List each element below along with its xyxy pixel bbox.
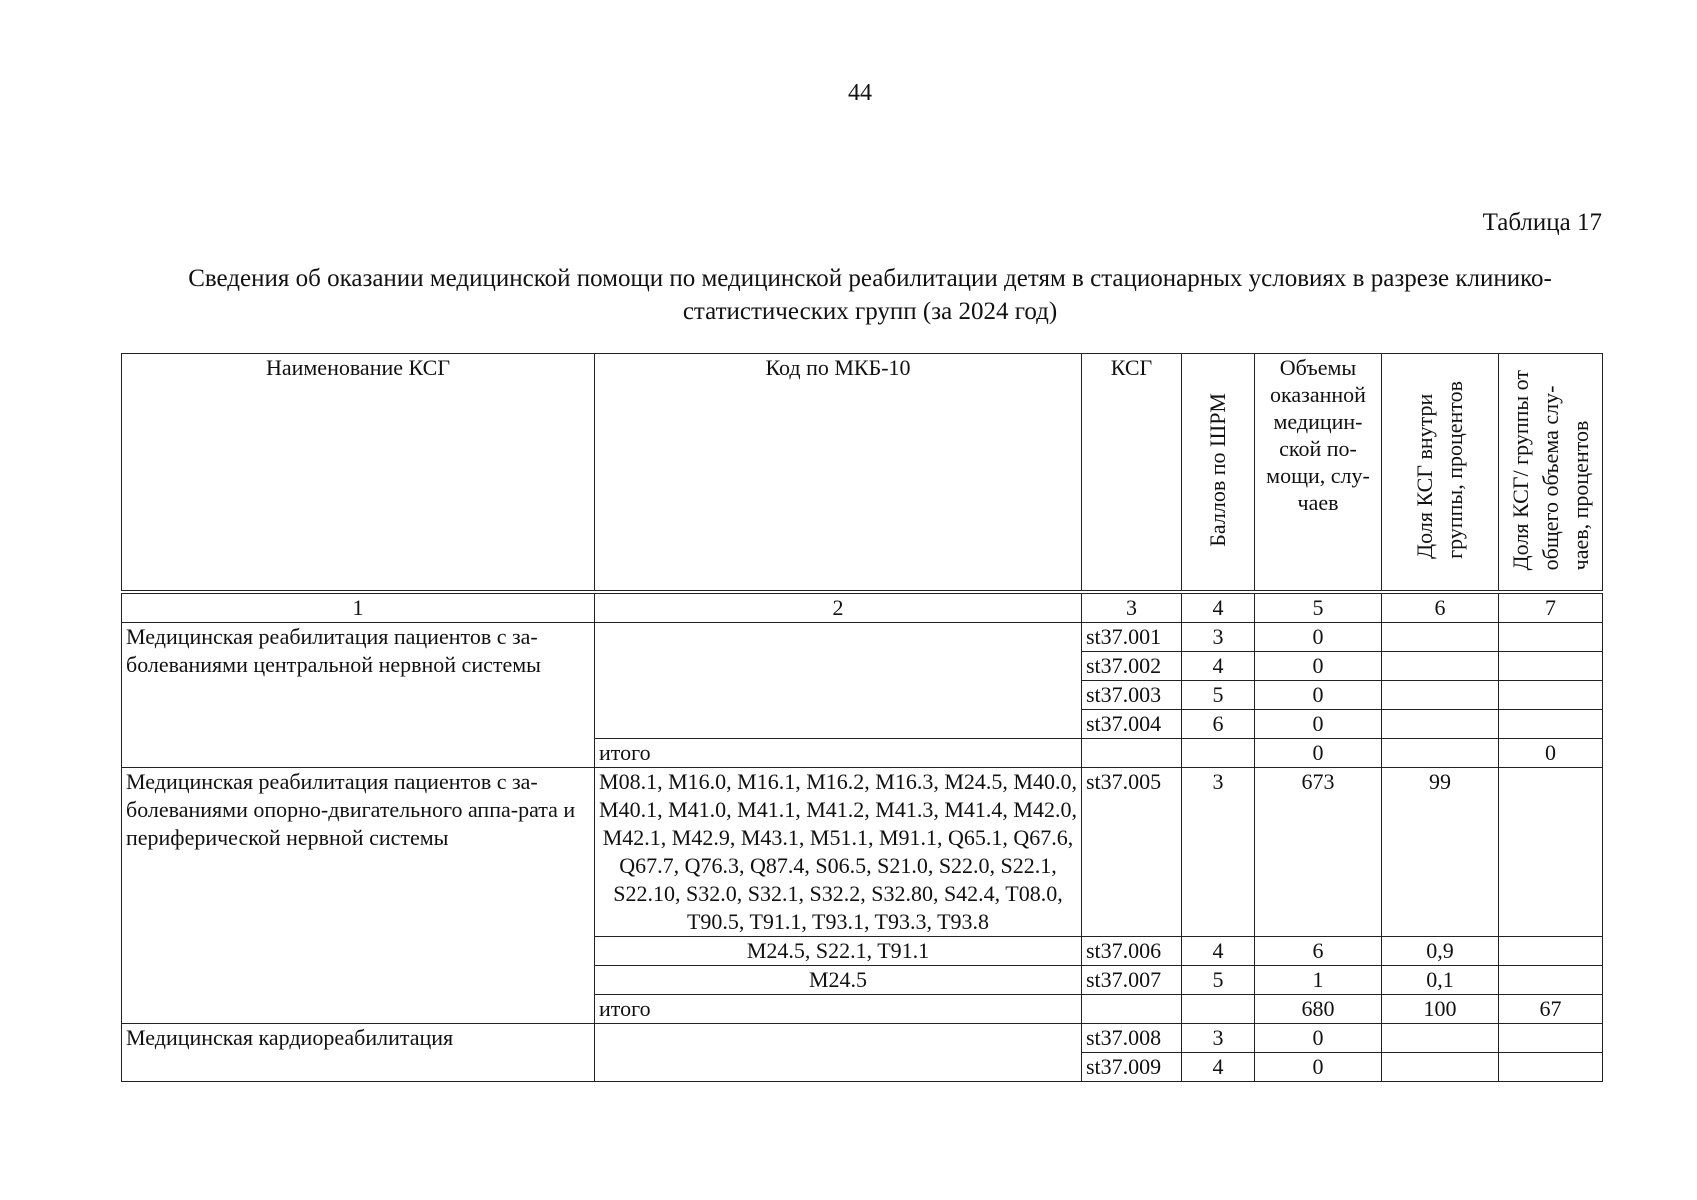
column-number: 5 xyxy=(1255,592,1382,623)
header-share-of-total-line2: общего объема слу- xyxy=(1537,385,1563,571)
icd-codes-cell xyxy=(595,623,1082,739)
column-number: 2 xyxy=(595,592,1082,623)
ksg-code: st37.004 xyxy=(1082,710,1182,739)
shrm-score: 5 xyxy=(1182,681,1255,710)
shrm-score: 4 xyxy=(1182,652,1255,681)
column-number: 7 xyxy=(1499,592,1603,623)
icd-codes-cell xyxy=(595,1024,1082,1082)
table-row xyxy=(122,768,1603,937)
table-row xyxy=(122,623,1603,652)
total-label: итого xyxy=(595,995,1082,1024)
ksg-code xyxy=(1082,739,1182,768)
group-name: Медицинская реабилитация пациентов с за-болеваниями опорно-двигательного аппа-рата и периферической нервной системы xyxy=(122,768,595,1024)
header-share-in-group xyxy=(1382,354,1499,593)
header-ksg: КСГ xyxy=(1082,354,1182,593)
shrm-score xyxy=(1182,995,1255,1024)
column-number: 4 xyxy=(1182,592,1255,623)
total-volume: 680 xyxy=(1255,995,1382,1024)
header-volume: Объемы оказанной медицин-ской по-мощи, слу-чаев xyxy=(1255,354,1382,593)
share-in-group xyxy=(1382,710,1499,739)
ksg-code: st37.001 xyxy=(1082,623,1182,652)
group-name: Медицинская кардиореабилитация xyxy=(122,1024,595,1082)
ksg-code: st37.009 xyxy=(1082,1053,1182,1082)
share-in-group: 0,9 xyxy=(1382,937,1499,966)
document-title: Сведения об оказании медицинской помощи по медицинской реабилитации детям в стационарных условиях в разрезе клинико-статистических групп (за 2024 год) xyxy=(188,265,1552,325)
share-of-total xyxy=(1499,681,1603,710)
total-share-of-total: 0 xyxy=(1499,739,1603,768)
header-share-of-total-line1: Доля КСГ/ группы от xyxy=(1507,369,1533,571)
share-of-total xyxy=(1499,1053,1603,1082)
group-name: Медицинская реабилитация пациентов с за-болеваниями центральной нервной системы xyxy=(122,623,595,768)
shrm-score xyxy=(1182,739,1255,768)
header-ksg-name: Наименование КСГ xyxy=(122,354,595,593)
share-in-group xyxy=(1382,652,1499,681)
volume-value: 0 xyxy=(1255,1053,1382,1082)
shrm-score: 4 xyxy=(1182,937,1255,966)
ksg-code: st37.007 xyxy=(1082,966,1182,995)
volume-value: 673 xyxy=(1255,768,1382,937)
icd-codes-cell: M24.5 xyxy=(595,966,1082,995)
shrm-score: 5 xyxy=(1182,966,1255,995)
column-number: 6 xyxy=(1382,592,1499,623)
volume-value: 0 xyxy=(1255,652,1382,681)
column-number: 1 xyxy=(122,592,595,623)
volume-value: 0 xyxy=(1255,710,1382,739)
total-label: итого xyxy=(595,739,1082,768)
table-label: Таблица 17 xyxy=(1482,209,1602,236)
ksg-code: st37.005 xyxy=(1082,768,1182,937)
shrm-score: 4 xyxy=(1182,1053,1255,1082)
header-icd-code: Код по МКБ-10 xyxy=(595,354,1082,593)
page-number: 44 xyxy=(848,80,872,106)
shrm-score: 3 xyxy=(1182,768,1255,937)
header-share-of-total-line3: чаев, процентов xyxy=(1567,420,1593,571)
ksg-code: st37.002 xyxy=(1082,652,1182,681)
shrm-score: 3 xyxy=(1182,1024,1255,1053)
share-in-group xyxy=(1382,681,1499,710)
share-of-total xyxy=(1499,937,1603,966)
volume-value: 1 xyxy=(1255,966,1382,995)
share-in-group xyxy=(1382,623,1499,652)
shrm-score: 6 xyxy=(1182,710,1255,739)
ksg-code: st37.006 xyxy=(1082,937,1182,966)
share-of-total xyxy=(1499,1024,1603,1053)
column-number: 3 xyxy=(1082,592,1182,623)
icd-codes-cell: M24.5, S22.1, T91.1 xyxy=(595,937,1082,966)
header-share-in-group-line1: Доля КСГ внутри xyxy=(1412,393,1437,559)
header-row xyxy=(122,354,1603,593)
share-of-total xyxy=(1499,710,1603,739)
total-share-in-group: 100 xyxy=(1382,995,1499,1024)
share-of-total xyxy=(1499,623,1603,652)
volume-value: 6 xyxy=(1255,937,1382,966)
total-share-in-group xyxy=(1382,739,1499,768)
share-of-total xyxy=(1499,966,1603,995)
share-in-group xyxy=(1382,1024,1499,1053)
ksg-code: st37.008 xyxy=(1082,1024,1182,1053)
shrm-score: 3 xyxy=(1182,623,1255,652)
icd-codes-cell: M08.1, M16.0, M16.1, M16.2, M16.3, M24.5, M40.0, M40.1, M41.0, M41.1, M41.2, M41.3, M41.4, M42.0, M42.1, M42.9, M43.1, M51.1, M91.1, Q65.1, Q67.6, Q67.7, Q76.3, Q87.4, S06.5, S21.0, S22.0, S22.1, S22.10, S32.0, S32.1, S32.2, S32.80, S42.4, T08.0, T90.5, T91.1, T93.1, T93.3, T93.8 xyxy=(595,768,1082,937)
share-of-total xyxy=(1499,652,1603,681)
header-share-of-total xyxy=(1499,354,1603,593)
total-share-of-total: 67 xyxy=(1499,995,1603,1024)
share-of-total xyxy=(1499,768,1603,937)
ksg-table xyxy=(121,353,1603,1082)
volume-value: 0 xyxy=(1255,1024,1382,1053)
share-in-group: 0,1 xyxy=(1382,966,1499,995)
share-in-group: 99 xyxy=(1382,768,1499,937)
header-share-in-group-line2: группы, процентов xyxy=(1442,381,1467,559)
header-shrm-score-text: Баллов по ШРМ xyxy=(1205,393,1230,547)
volume-value: 0 xyxy=(1255,681,1382,710)
volume-value: 0 xyxy=(1255,623,1382,652)
total-volume: 0 xyxy=(1255,739,1382,768)
table-row xyxy=(122,1024,1603,1053)
header-shrm-score xyxy=(1182,354,1255,593)
ksg-code: st37.003 xyxy=(1082,681,1182,710)
column-number-row xyxy=(122,592,1603,623)
share-in-group xyxy=(1382,1053,1499,1082)
ksg-code xyxy=(1082,995,1182,1024)
